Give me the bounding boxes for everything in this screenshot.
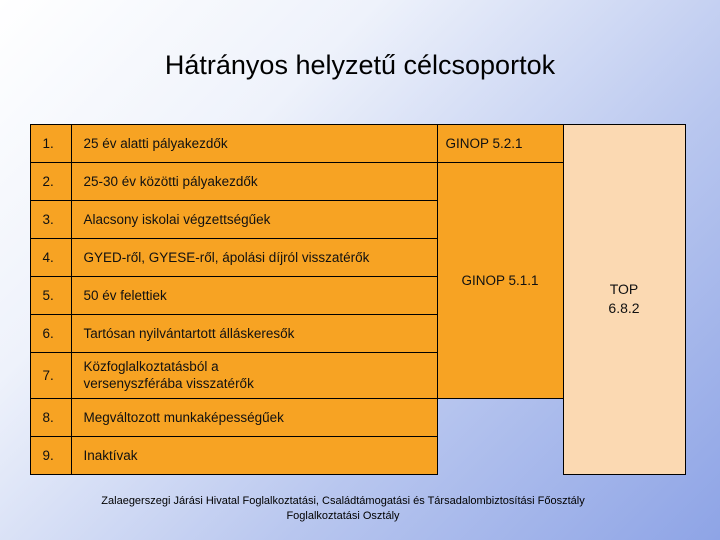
footer-organization xyxy=(60,494,626,524)
row-number: 3. xyxy=(30,200,72,239)
row-label: 50 év felettiek xyxy=(71,276,438,315)
program-ginop-511: GINOP 5.1.1 xyxy=(437,162,564,399)
footer-line2: Foglalkoztatási Osztály xyxy=(286,510,400,522)
row-number: 6. xyxy=(30,314,72,353)
program-top-line2: 6.8.2 xyxy=(608,300,640,316)
row-label: Alacsony iskolai végzettségűek xyxy=(71,200,438,239)
row-label: Tartósan nyilvántartott álláskeresők xyxy=(71,314,438,353)
program-top-682 xyxy=(563,124,686,475)
row-label: Inaktívak xyxy=(71,436,438,475)
program-top-line1: TOP xyxy=(609,281,639,297)
row-label: 25-30 év közötti pályakezdők xyxy=(71,162,438,201)
footer-line1: Zalaegerszegi Járási Hivatal Foglalkoztatási, Családtámogatási és Társadalombiztosítási Főosztály xyxy=(101,495,585,507)
row-number: 1. xyxy=(30,124,72,163)
row-number: 9. xyxy=(30,436,72,475)
row-label: GYED-ről, GYESE-ről, ápolási díjról visszatérők xyxy=(71,238,438,277)
row-number: 7. xyxy=(30,352,72,399)
program-ginop-521: GINOP 5.2.1 xyxy=(437,124,564,163)
page-title: Hátrányos helyzetű célcsoportok xyxy=(164,50,556,80)
row-number: 8. xyxy=(30,398,72,437)
target-groups-table xyxy=(30,124,685,476)
row-number: 2. xyxy=(30,162,72,201)
row-number: 5. xyxy=(30,276,72,315)
row-label: 25 év alatti pályakezdők xyxy=(71,124,438,163)
row-label: Megváltozott munkaképességűek xyxy=(71,398,438,437)
row-label: Közfoglalkoztatásból a versenyszférába visszatérők xyxy=(71,352,438,399)
row-number: 4. xyxy=(30,238,72,277)
empty-area xyxy=(437,398,563,474)
